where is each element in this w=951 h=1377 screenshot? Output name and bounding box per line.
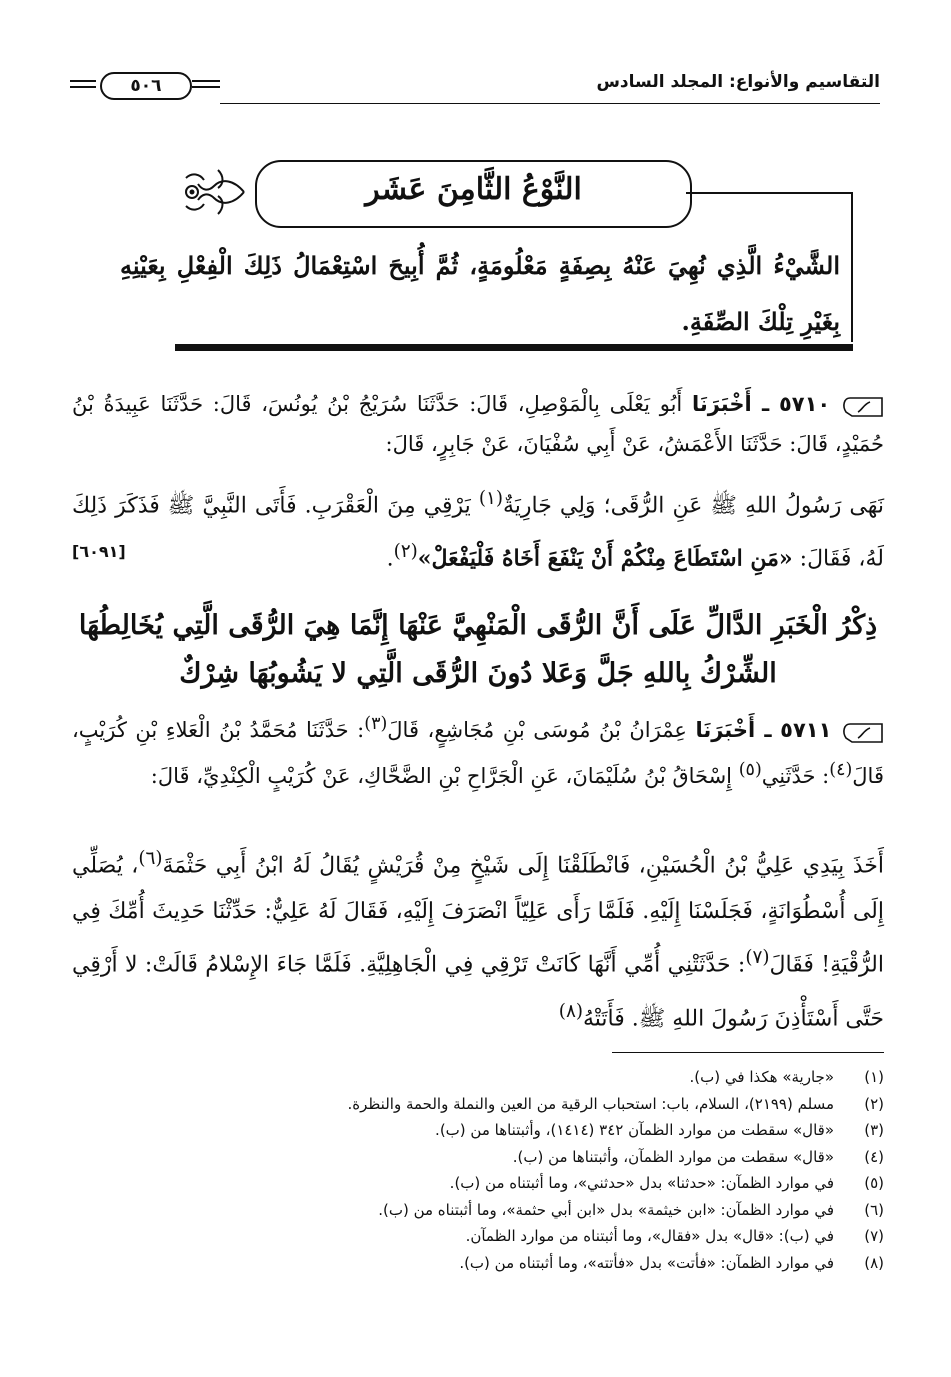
running-title: التقاسيم والأنواع: المجلد السادس	[596, 72, 880, 92]
header-rule	[192, 86, 220, 88]
footnote-text: «قال» سقطت من موارد الظمآن ٣٤٢ (١٤١٤)، وأثبتناها من (ب).	[435, 1121, 834, 1139]
footnote	[200, 1144, 884, 1171]
footnote-text: في موارد الظمآن: «فأتت» بدل «فأتته»، وما أثبتناه من (ب).	[459, 1253, 834, 1272]
footnote-ref: (٣)	[364, 714, 388, 734]
hadith-5711-isnad	[72, 704, 884, 796]
footnote-separator	[612, 1052, 884, 1053]
footnote	[200, 1223, 884, 1250]
hadith-5710-matn: نَهَى رَسُولُ اللهِ ﷺ عَنِ الرُّقَى؛ وَلِي جَارِيَةٌ$^{(١)}$ يَرْقِي مِنَ الْعَقْرَبِ. فَأَتَى النَّبِيَّ ﷺ فَذَكَرَ ذَلِكَ لَهُ، فَقَالَ: «مَنِ اسْتَطَاعَ مِنْكُمْ أَنْ يَنْفَعَ أَخَاهُ فَلْيَفْعَلْ»$^{(٢)}$. [٦٠٩١]	[72, 476, 884, 583]
page-number: ٥٠٦	[100, 72, 192, 100]
hadith-lead: ـ أَخْبَرَنَا	[691, 392, 770, 416]
footnote-number: (٨)	[864, 1253, 884, 1272]
footnote	[200, 1064, 884, 1091]
hadith-lead: ـ أَخْبَرَنَا	[695, 718, 772, 742]
footnote-number: (٢)	[864, 1094, 884, 1113]
matn-text: أَخَذَ بِيَدِي عَلِيُّ بْنُ الْحُسَيْنِ، فَانْطَلَقْنَا إِلَى شَيْخٍ مِنْ قُرَيْشٍ يُقَالُ لَهُ ابْنُ أَبِي حَثْمَةَ	[162, 853, 884, 879]
footnote-ref: (٨)	[558, 1000, 583, 1022]
footnote-text: في (ب): «قال» بدل «فقال»، وما أثبتناه من موارد الظمآن.	[465, 1227, 834, 1245]
footnote-ref: (٥)	[738, 760, 762, 780]
footnote-number: (٦)	[864, 1200, 884, 1219]
running-header	[70, 68, 880, 108]
hadith-5710-isnad	[72, 384, 884, 464]
header-rule	[192, 80, 220, 82]
footnote-text: مسلم (٢١٩٩)، السلام، باب: استحباب الرقية من العين والنملة والحمة والنظرة.	[347, 1094, 834, 1113]
section-divider	[175, 344, 853, 351]
footnote-number: (١)	[864, 1068, 884, 1086]
footnote-text: «قال» سقطت من موارد الظمآن، وأثبتناها من (ب).	[512, 1147, 834, 1166]
matn-text: يَرْقِي مِنَ الْعَقْرَبِ. فَأَتَى النَّبِيَّ ﷺ فَذَكَرَ ذَلِكَ لَهُ، فَقَالَ:	[72, 493, 884, 572]
isnad-text: عِمْرَانُ بْنُ مُوسَى بْنِ مُجَاشِعٍ، قَالَ	[387, 718, 687, 742]
footnote-ref: (٤)	[829, 760, 853, 780]
footnote-ref: (٧)	[745, 947, 770, 969]
hadith-marker-icon	[840, 394, 884, 418]
chapter-title: النَّوْعُ الثَّامِنَ عَشَر	[365, 172, 582, 207]
section-title: ذِكْرُ الْخَبَرِ الدَّالِّ عَلَى أَنَّ الرُّقَى الْمَنْهِيَّ عَنْهَا إِنَّمَا هِيَ الرُّقَى الَّتِي يُخَالِطُهَا الشِّرْكُ بِاللهِ جَلَّ وَعَلا دُونَ الرُّقَى الَّتِي لا يَشُوبُهَا شِرْكٌ	[78, 610, 878, 689]
footnote-number: (٤)	[864, 1147, 884, 1166]
footnote-number: (٧)	[864, 1227, 884, 1245]
isnad-text: إِسْحَاقُ بْنُ سُلَيْمَانَ، عَنِ الْجَرَّاحِ بْنِ الضَّحَّاكِ، عَنْ كُرَيْبٍ الْكِنْدِيِّ، قَالَ:	[150, 764, 733, 788]
reference-number: [٦٠٩١]	[72, 542, 126, 562]
matn-text: نَهَى رَسُولُ اللهِ ﷺ عَنِ الرُّقَى؛ وَلِي جَارِيَةٌ	[503, 493, 884, 519]
hadith-marker-icon	[840, 720, 884, 744]
footnote-ref: (١)	[478, 488, 503, 509]
matn-text: : حَدَّثَتْنِي أُمِّي أَنَّهَا كَانَتْ تَرْقِي فِي الْجَاهِلِيَّةِ. فَلَمَّا جَاءَ الإِسْلامُ قَالَتْ: لا أَرْقِي حَتَّى أَسْتَأْذِنَ رَسُولَ اللهِ ﷺ. فَأَتَتْهُ	[72, 952, 884, 1031]
hadith-5711-matn	[72, 836, 884, 1042]
header-rule	[70, 80, 96, 82]
footnote	[200, 1250, 884, 1277]
page-number-box	[70, 68, 220, 102]
chapter-title-box	[255, 160, 692, 228]
footnotes	[200, 1064, 884, 1276]
matn-text: ، يُصَلِّي إِلَى أُسْطُوَانَةٍ، فَجَلَسْنَا إِلَيْهِ. فَلَمَّا رَأَى عَلِيّاً انْصَرَفَ إِلَيْهِ، فَقَالَ لَهُ عَلِيٌّ: حَدِّثْنَا حَدِيثَ أُمِّكَ فِي الرُّقْيَةِ! فَقَالَ	[72, 853, 884, 978]
footnote-number: (٥)	[864, 1174, 884, 1192]
frame-line	[851, 192, 853, 342]
header-rule	[70, 86, 96, 88]
footnote	[200, 1091, 884, 1118]
footnote-ref: (٦)	[138, 848, 163, 869]
hadith-number: ٥٧١٠	[778, 392, 831, 416]
footnote	[200, 1117, 884, 1144]
isnad-text: : حَدَّثَنَا مُحَمَّدُ بْنُ الْعَلاءِ بْنِ كُرَيْبٍ، قَالَ	[72, 718, 884, 788]
footnote-text: في موارد الظمآن: «ابن خيثمة» بدل «ابن أبي حثمة»، وما أثبتناه من (ب).	[378, 1200, 834, 1219]
frame-line	[686, 192, 852, 194]
header-underline	[220, 103, 880, 104]
footnote-text: في موارد الظمآن: «حدثنا» بدل «حدثني»، وما أثبتناه من (ب).	[449, 1174, 834, 1192]
hadith-number: ٥٧١١	[780, 718, 832, 742]
hadith-isnad-text: أَبُو يَعْلَى بِالْمَوْصِلِ، قَالَ: حَدَّثَنَا سُرَيْجُ بْنُ يُونُسَ، قَالَ: حَدَّثَنَا عَبِيدَةُ بْنُ حُمَيْدٍ، قَالَ: حَدَّثَنَا الأَعْمَشُ، عَنْ أَبِي سُفْيَانَ، عَنْ جَابِرٍ، قَالَ:	[72, 392, 884, 456]
chapter-intro: الشَّيْءُ الَّذِي نُهِيَ عَنْهُ بِصِفَةٍ مَعْلُومَةٍ، ثُمَّ أُبِيحَ اسْتِعْمَالُ ذَلِكَ الْفِعْلِ بِعَيْنِهِ بِغَيْرِ تِلْكَ الصِّفَةِ.	[120, 251, 840, 336]
isnad-text: : حَدَّثَنِي	[761, 764, 830, 788]
ornament-icon	[178, 160, 248, 224]
footnote-ref: (٢)	[393, 541, 418, 563]
footnote-number: (٣)	[864, 1121, 884, 1139]
footnote-text: «جارية» هكذا في (ب).	[689, 1068, 834, 1086]
prophetic-quote: «مَنِ اسْتَطَاعَ مِنْكُمْ أَنْ يَنْفَعَ أَخَاهُ فَلْيَفْعَلْ»	[417, 545, 793, 572]
footnote	[200, 1170, 884, 1197]
footnote	[200, 1197, 884, 1224]
